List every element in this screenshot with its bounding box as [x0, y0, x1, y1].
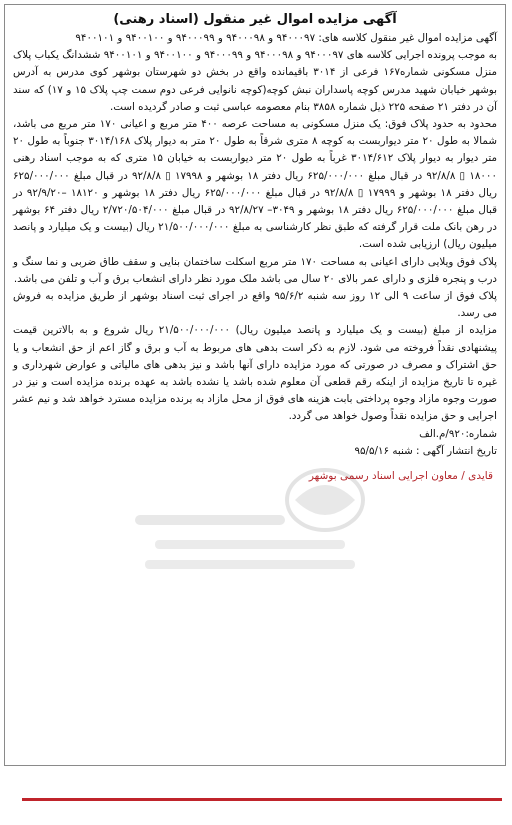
notice-paragraph-3: پلاک فوق ویلایی دارای اعیانی به مساحت ۱۷۰ متر مربع اسکلت ساختمان بنایی و سقف طاق ضربی و نما سنگ و درب و پنجره فلزی و دارای عمر بالای ۲۰ سال می باشد ملک مورد نظر دارای انشعاب برق و آب و تلفن می باشد. — [13, 255, 497, 285]
bottom-divider — [22, 798, 502, 801]
auction-notice — [4, 4, 506, 766]
notice-paragraph-4: پلاک فوق از ساعت ۹ الی ۱۲ روز سه شنبه ۹۵/۶/۲ واقع در اجرای ثبت اسناد بوشهر از طریق مزایده به فروش می رسد. — [13, 290, 497, 320]
notice-content — [5, 5, 505, 485]
notice-paragraph-2: محدود به حدود پلاک فوق: یک منزل مسکونی به مساحت عرصه ۴۰۰ متر مربع و اعیانی ۱۷۰ متر مربع می باشد، شمالا به طول ۲۰ متر دیواربست به کوچه ۸ متری شرقاً به طول ۲۰ متر به دیوار پلاک ۳۰۱۴/۱۶۸ جنوباً به طول ۲۰ متر دیوار به دیوار پلاک ۳۰۱۴/۶۱۲ غرباً به طول ۲۰ متر دیواربست به خیابان ۱۵ متری که به موجب اسناد رهنی ۱۸۰۰۰ ▯ ۹۲/۸/۸ در قبال مبلغ ۶۲۵/۰۰۰/۰۰۰ ریال دفتر ۱۸ بوشهر و ۱۷۹۹۸ ▯ ۹۲/۸/۸ در قبال مبلغ ۶۲۵/۰۰۰/۰۰۰ ریال دفتر ۱۸ بوشهر و ۱۷۹۹۹ ▯ ۹۲/۸/۸ در قبال مبلغ ۶۲۵/۰۰۰/۰۰۰ ریال دفتر ۱۸ بوشهر و ۱۸۱۲۰ –۹۲/۹/۲۰ در قبال مبلغ ۶۲۵/۰۰۰/۰۰۰ ریال دفتر ۱۸ بوشهر و ۳۰۴۹– ۹۲/۸/۲۷ در قبال مبلغ ۲/۷۲۰/۵۰۴/۰۰۰ ریال دفتر ۶۴ بوشهر در رهن بانک ملت قرار گرفته که طبق نظر کارشناسی به مبلغ ۲۱/۵۰۰/۰۰۰/۰۰۰ ریال (بیست و یک میلیارد و پانصد میلیون ریال) ارزیابی شده است. — [13, 118, 498, 251]
notice-number: شماره:۹۲۰/م.الف — [419, 427, 497, 440]
notice-signature: قایدی / معاون اجرایی اسناد رسمی بوشهر — [308, 470, 493, 483]
notice-date: تاریخ انتشار آگهی : شنبه ۹۵/۵/۱۶ — [354, 444, 497, 457]
notice-intro: آگهی مزایده اموال غیر منقول کلاسه های: ۹۴۰۰۰۹۷ و ۹۴۰۰۰۹۸ و ۹۴۰۰۰۹۹ و ۹۴۰۰۱۰۰ و ۹۴۰۰۱۰۱ — [75, 32, 497, 44]
notice-title: آگهی مزایده اموال غیر منقول (اسناد رهنی) — [113, 12, 397, 27]
notice-paragraph-1: به موجب پرونده اجرایی کلاسه های ۹۴۰۰۰۹۷ و ۹۴۰۰۰۹۸ و ۹۴۰۰۰۹۹ و ۹۴۰۰۱۰۰ و ۹۴۰۰۱۰۱ ششدانگ یکباب پلاک منزل مسکونی شماره۱۶۷ فرعی از ۳۰۱۴ باقیمانده واقع در بخش دو شهرستان بوشهر کوی مدرس به آدرس بوشهر خیابان شهید مدرس کوچه پاسداران نبش کوچه(کوچه نانوایی فرعی دوم سمت چپ پلاک ۱۵ و ۱۷) که سند آن در دفتر ۲۱ صفحه ۲۲۵ ذیل شماره ۳۸۵۸ بنام معصومه عباسی ثبت و صادر گردیده است. — [13, 49, 497, 113]
notice-paragraph-5: مزایده از مبلغ (بیست و یک میلیارد و پانصد میلیون ریال) ۲۱/۵۰۰/۰۰۰/۰۰۰ ریال شروع و به بالاترین قیمت پیشنهادی نقداً فروخته می شود. لازم به ذکر است بدهی های مربوط به آب و برق و گاز اعم از حق انشعاب و یا حق اشتراک و مصرف در صورتی که مورد مزایده دارای آنها باشد و نیز بدهی های مالیاتی و عوارض شهرداری و غیره تا تاریخ مزایده از اینکه رقم قطعی آن معلوم شده باشد یا نشده باشد به عهده برنده مزایده است و نیز در صورت وجوه مازاد وجوه پرداختی بابت هزینه های فوق از محل مازاد به برنده مزایده مسترد خواهد شد و نیم عشر اجرایی و حق مزایده نقداً وصول خواهد می گردد. — [13, 324, 497, 423]
